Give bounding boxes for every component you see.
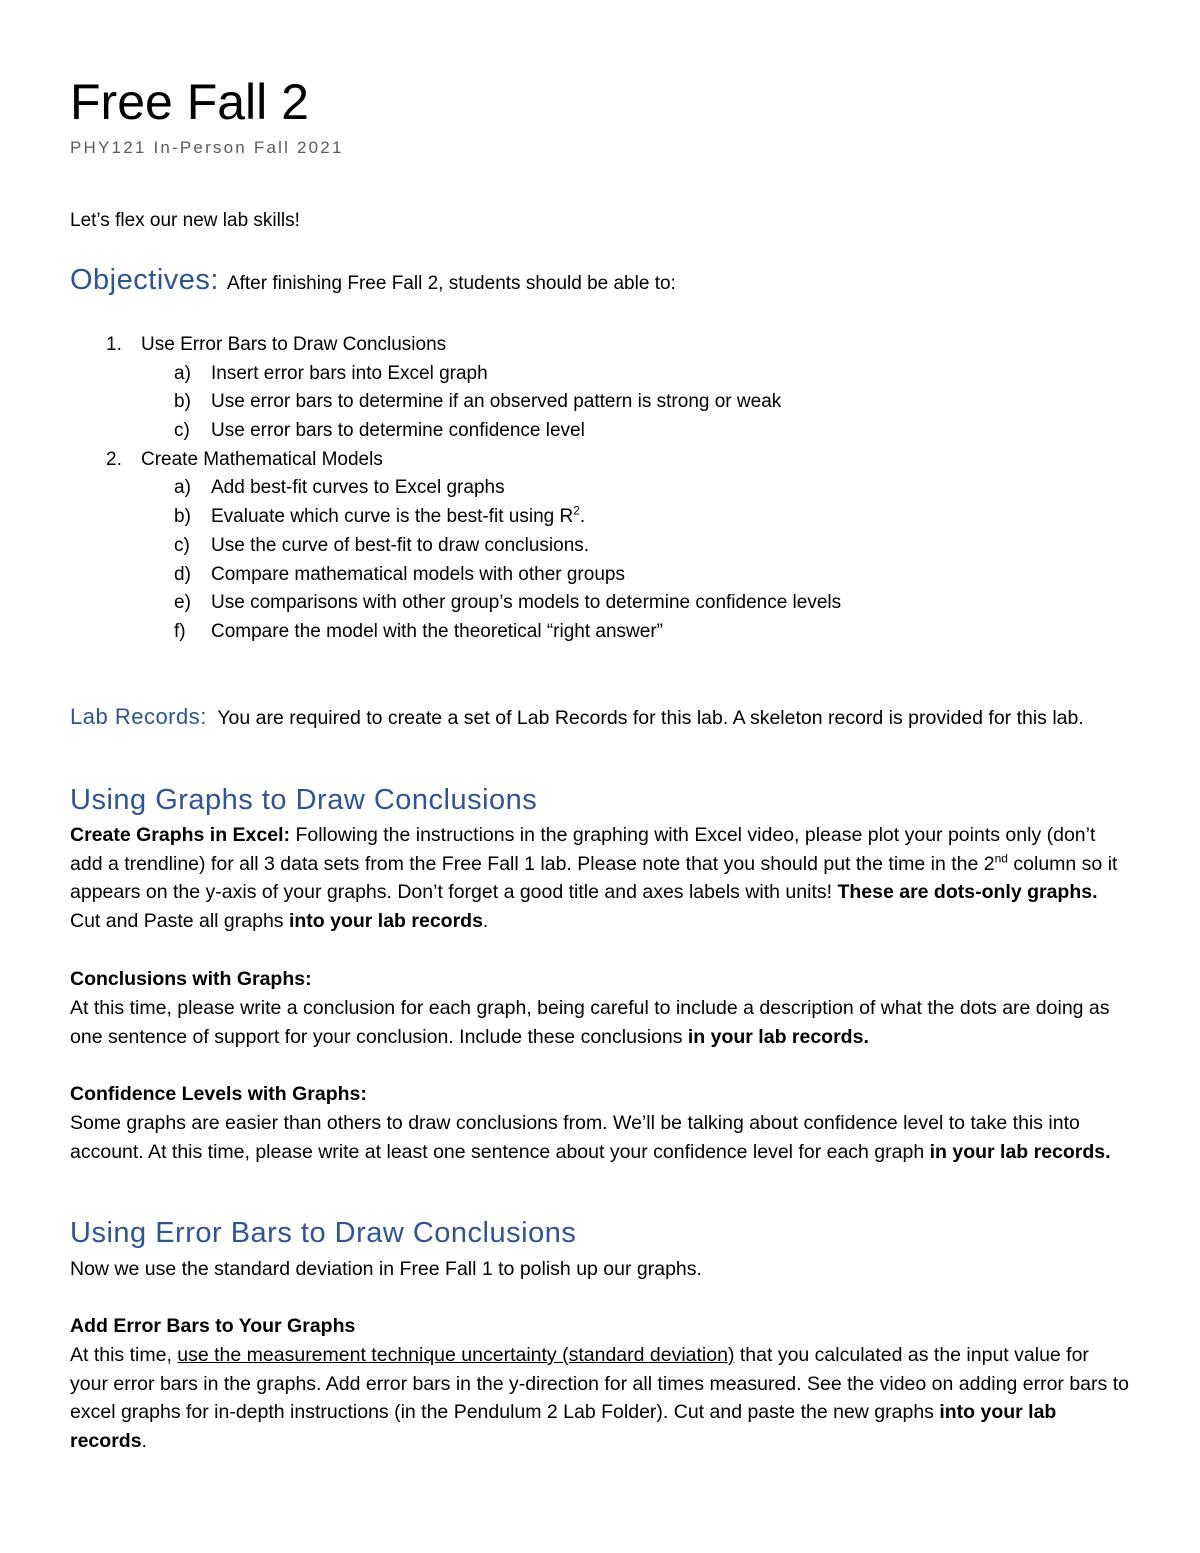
document-subtitle: PHY121 In-Person Fall 2021 xyxy=(70,138,344,157)
objective-subitem: b) Use error bars to determine if an observed pattern is strong or weak xyxy=(174,391,782,413)
objectives-heading: Objectives: xyxy=(70,264,219,296)
add-error-bars-heading: Add Error Bars to Your Graphs xyxy=(70,1315,356,1337)
objective-subitem: a) Insert error bars into Excel graph xyxy=(174,362,488,384)
objective-subitem: a) Add best-fit curves to Excel graphs xyxy=(174,477,505,499)
lab-records-heading: Lab Records: xyxy=(70,704,207,729)
graphs-section-heading: Using Graphs to Draw Conclusions xyxy=(70,784,538,816)
objective-subitem: e) Use comparisons with other group’s models to determine confidence levels xyxy=(174,592,842,614)
objective-item: 1. Use Error Bars to Draw Conclusions xyxy=(106,334,447,355)
objective-item: 2. Create Mathematical Models xyxy=(106,448,383,470)
objectives-lead: After finishing Free Fall 2, students should be able to: xyxy=(226,273,676,294)
conclusions-heading: Conclusions with Graphs: xyxy=(70,968,312,990)
add-error-bars-paragraph: At this time, use the measurement technique uncertainty (standard deviation) that you calculated as the input value for your error bars in the graphs. Add error bars in the y-direction for all times measured. See the video on adding error bars to excel graphs for in-depth instructions (in the Pendulum 2 Lab Folder). Cut and paste the new graphs into your lab records. xyxy=(70,1344,1129,1452)
conclusions-paragraph: At this time, please write a conclusion for each graph, being careful to include a description of what the dots are doing as one sentence of support for your conclusion. Include these conclusions in your lab records. xyxy=(70,997,1110,1048)
error-bars-section-heading: Using Error Bars to Draw Conclusions xyxy=(70,1217,577,1249)
create-graphs-paragraph: Create Graphs in Excel: Following the instructions in the graphing with Excel video, please plot your points only (don’t add a trendline) for all 3 data sets from the Free Fall 1 lab. Please note that you should put the time in the 2nd column so it appears on the y-axis of your graphs. Don’t forget a good title and axes labels with units! These are dots-only graphs. Cut and Paste all graphs into your lab records. xyxy=(70,824,1118,932)
intro-text: Let’s flex our new lab skills! xyxy=(70,210,300,231)
create-graphs-label: Create Graphs in Excel: xyxy=(70,824,291,846)
error-bars-intro: Now we use the standard deviation in Free Fall 1 to polish up our graphs. xyxy=(70,1258,702,1280)
lab-records-text: You are required to create a set of Lab Records for this lab. A skeleton record is provided for this lab. xyxy=(217,707,1084,729)
lab-records-paragraph xyxy=(70,703,1130,733)
objectives-line xyxy=(70,264,676,297)
objective-subitem: d) Compare mathematical models with other groups xyxy=(174,563,625,585)
objective-subitem: b) Evaluate which curve is the best-fit using $R^2$. xyxy=(174,503,586,528)
confidence-heading: Confidence Levels with Graphs: xyxy=(70,1083,367,1105)
objective-subitem: c) Use the curve of best-fit to draw conclusions. xyxy=(174,534,590,556)
objectives-list xyxy=(70,331,841,647)
objective-subitem: c) Use error bars to determine confidence level xyxy=(174,420,585,442)
confidence-paragraph: Some graphs are easier than others to draw conclusions from. We’ll be talking about confidence level to take this into account. At this time, please write at least one sentence about your confidence level for each graph in your lab records. xyxy=(70,1112,1111,1163)
objective-subitem: f) Compare the model with the theoretical “right answer” xyxy=(174,620,663,642)
document-title: Free Fall 2 xyxy=(70,74,309,130)
